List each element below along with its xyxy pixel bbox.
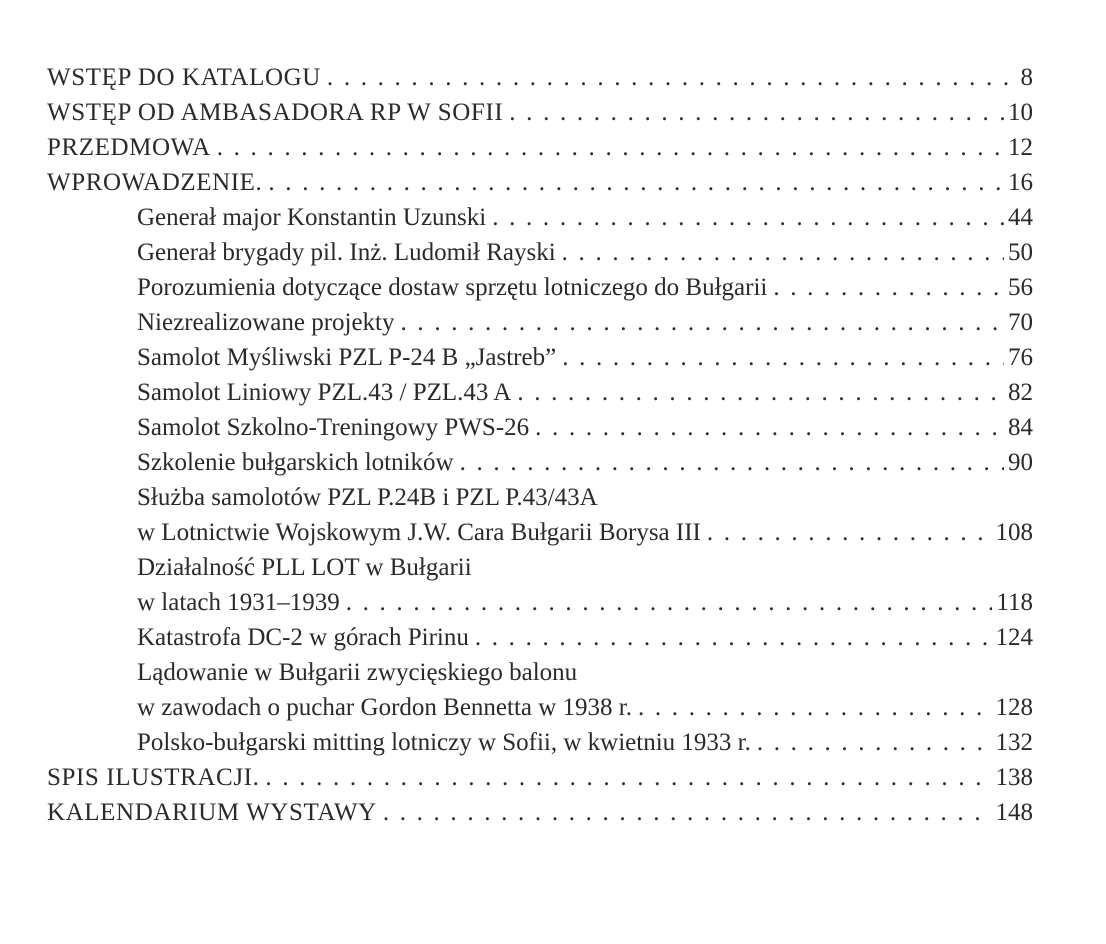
dot-leader — [383, 795, 992, 830]
toc-entry-first-line[interactable] — [47, 655, 1033, 690]
toc-entry-title: Działalność PLL LOT w Bułgarii — [137, 554, 472, 581]
dot-leader — [268, 165, 1004, 200]
toc-entry[interactable] — [47, 620, 1033, 655]
toc-entry-title: Niezrealizowane projekty — [137, 309, 395, 336]
table-of-contents — [47, 60, 1033, 830]
dot-leader — [460, 445, 1004, 480]
dot-leader — [638, 690, 992, 725]
toc-entry[interactable] — [47, 130, 1033, 165]
toc-entry-title: SPIS ILUSTRACJI. — [47, 764, 260, 791]
toc-entry-page: 108 — [995, 519, 1033, 546]
dot-leader — [265, 760, 991, 795]
dot-leader — [757, 725, 992, 760]
toc-entry[interactable] — [47, 60, 1033, 95]
dot-leader — [509, 95, 1004, 130]
toc-entry-page: 44 — [1008, 204, 1033, 231]
toc-entry[interactable] — [47, 95, 1033, 130]
toc-entry-title: w latach 1931–1939 — [137, 589, 340, 616]
dot-leader — [475, 620, 992, 655]
toc-entry-title: KALENDARIUM WYSTAWY — [47, 799, 377, 826]
toc-entry-page: 8 — [1020, 64, 1033, 91]
toc-entry-page: 118 — [996, 589, 1033, 616]
toc-entry-title: WSTĘP DO KATALOGU — [47, 64, 321, 91]
toc-entry-page: 148 — [995, 799, 1033, 826]
toc-entry-title: w zawodach o puchar Gordon Bennetta w 1938 r. — [137, 694, 632, 721]
toc-entry[interactable] — [47, 760, 1033, 795]
toc-entry[interactable] — [47, 235, 1033, 270]
dot-leader — [492, 200, 1004, 235]
dot-leader — [517, 375, 1004, 410]
toc-entry-title: WSTĘP OD AMBASADORA RP W SOFII — [47, 99, 504, 126]
toc-entry-page: 16 — [1008, 169, 1033, 196]
toc-entry-page: 50 — [1008, 239, 1033, 266]
dot-leader — [562, 340, 1004, 375]
toc-entry-title: Polsko-bułgarski mitting lotniczy w Sofii, w kwietniu 1933 r. — [137, 729, 751, 756]
toc-entry-page: 76 — [1008, 344, 1033, 371]
toc-entry[interactable] — [47, 585, 1033, 620]
toc-entry-title: Samolot Myśliwski PZL P-24 B „Jastreb” — [137, 344, 557, 371]
toc-entry-page: 128 — [995, 694, 1033, 721]
toc-entry[interactable] — [47, 725, 1033, 760]
toc-entry-title: Samolot Liniowy PZL.43 / PZL.43 A — [137, 379, 512, 406]
toc-entry[interactable] — [47, 515, 1033, 550]
toc-entry-page: 82 — [1008, 379, 1033, 406]
toc-entry-title: w Lotnictwie Wojskowym J.W. Cara Bułgarii Borysa III — [137, 519, 701, 546]
toc-entry[interactable] — [47, 410, 1033, 445]
toc-entry-first-line[interactable] — [47, 550, 1033, 585]
toc-entry[interactable] — [47, 165, 1033, 200]
toc-entry[interactable] — [47, 270, 1033, 305]
toc-entry-first-line[interactable] — [47, 480, 1033, 515]
toc-entry[interactable] — [47, 690, 1033, 725]
toc-entry-title: Samolot Szkolno-Treningowy PWS-26 — [137, 414, 530, 441]
toc-entry-title: Generał brygady pil. Inż. Ludomił Rayski — [137, 239, 556, 266]
toc-entry-title: Szkolenie bułgarskich lotników — [137, 449, 454, 476]
toc-entry-title: WPROWADZENIE. — [47, 169, 263, 196]
toc-entry-page: 12 — [1008, 134, 1033, 161]
toc-entry-title: Służba samolotów PZL P.24B i PZL P.43/43A — [137, 484, 598, 511]
dot-leader — [401, 305, 1004, 340]
toc-entry[interactable] — [47, 795, 1033, 830]
dot-leader — [535, 410, 1004, 445]
dot-leader — [562, 235, 1004, 270]
toc-entry-title: Lądowanie w Bułgarii zwycięskiego balonu — [137, 659, 578, 686]
toc-entry-page: 90 — [1008, 449, 1033, 476]
toc-entry-title: PRZEDMOWA — [47, 134, 211, 161]
dot-leader — [346, 585, 993, 620]
toc-entry[interactable] — [47, 375, 1033, 410]
toc-entry-page: 10 — [1008, 99, 1033, 126]
toc-entry-page: 84 — [1008, 414, 1033, 441]
dot-leader — [707, 515, 992, 550]
toc-entry-page: 56 — [1008, 274, 1033, 301]
toc-entry-title: Katastrofa DC-2 w górach Pirinu — [137, 624, 469, 651]
dot-leader — [217, 130, 1004, 165]
dot-leader — [327, 60, 1017, 95]
toc-entry-title: Porozumienia dotyczące dostaw sprzętu lotniczego do Bułgarii — [137, 274, 768, 301]
toc-entry-page: 138 — [995, 764, 1033, 791]
toc-entry[interactable] — [47, 445, 1033, 480]
toc-entry[interactable] — [47, 305, 1033, 340]
toc-entry-title: Generał major Konstantin Uzunski — [137, 204, 487, 231]
toc-entry-page: 132 — [995, 729, 1033, 756]
toc-entry[interactable] — [47, 200, 1033, 235]
toc-entry-page: 70 — [1008, 309, 1033, 336]
dot-leader — [773, 270, 1004, 305]
toc-entry[interactable] — [47, 340, 1033, 375]
toc-entry-page: 124 — [995, 624, 1033, 651]
